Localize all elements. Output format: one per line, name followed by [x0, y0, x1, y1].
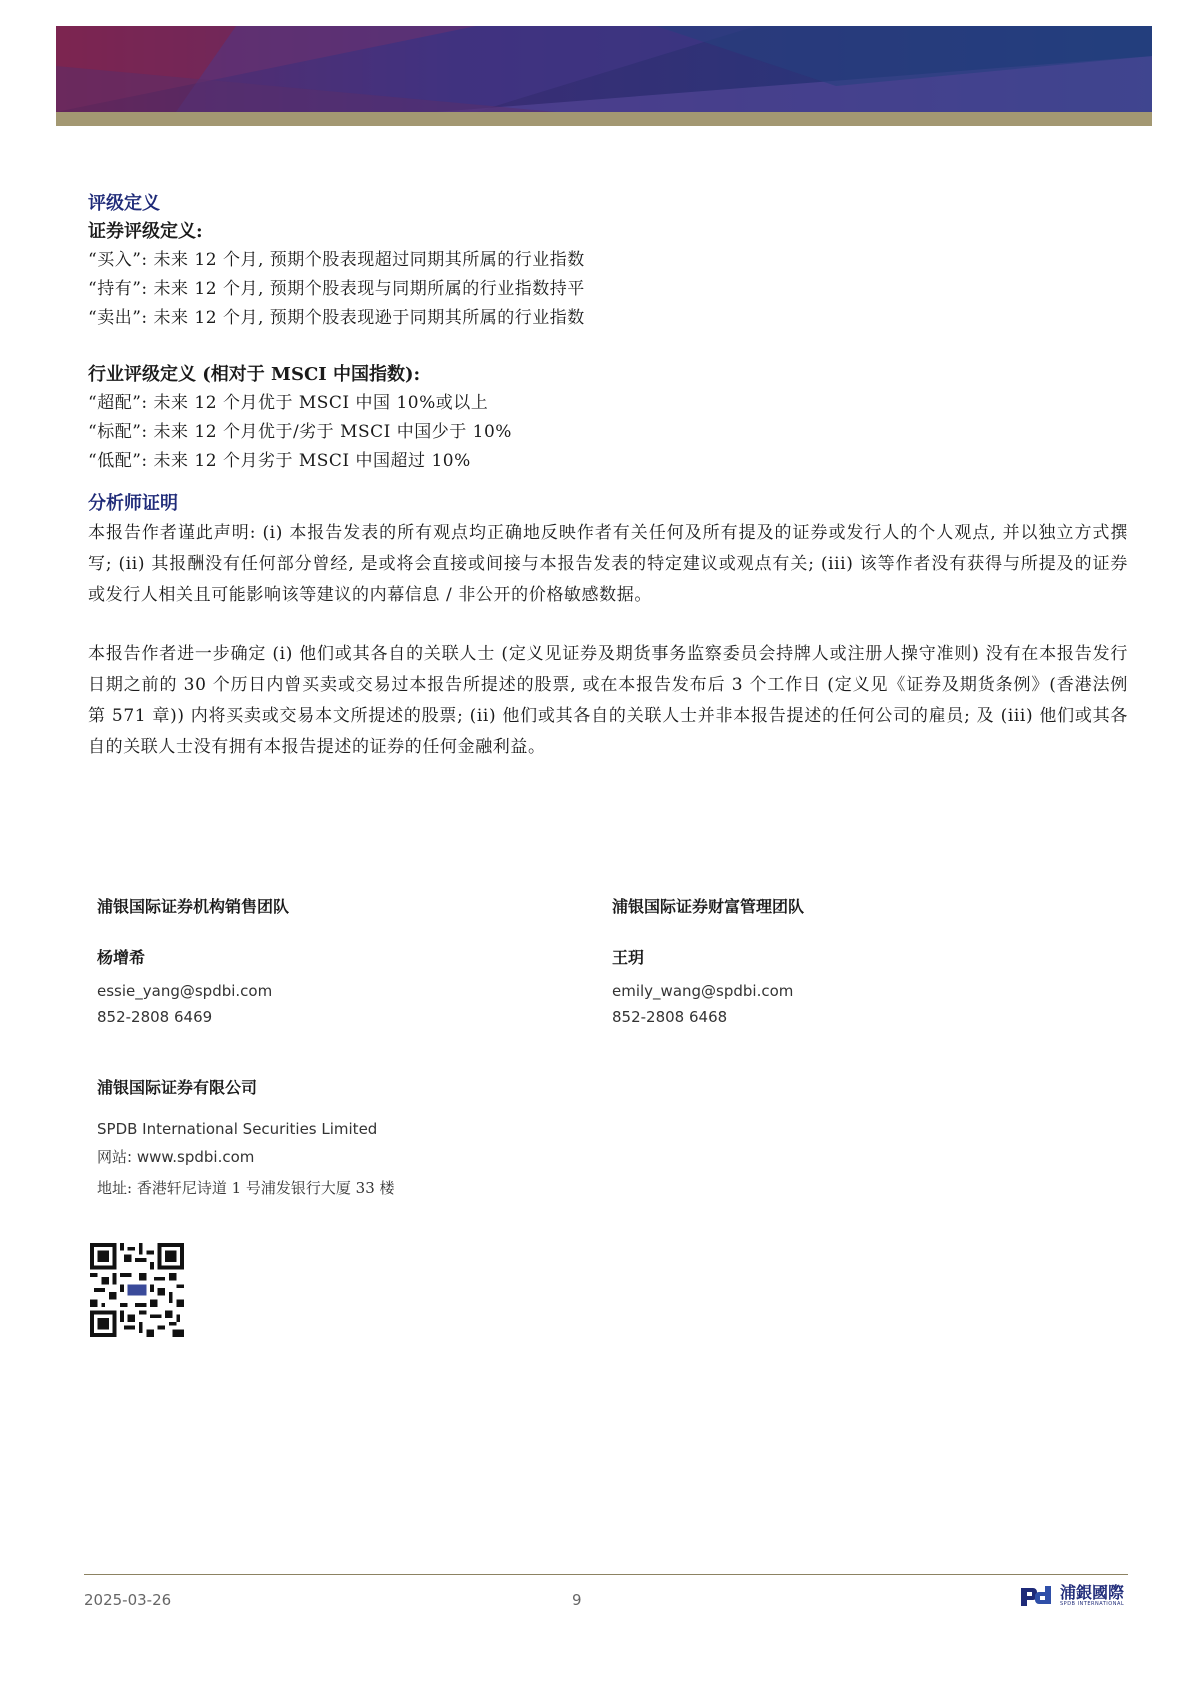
analyst-certification-title: 分析师证明: [88, 493, 178, 514]
security-rating-hold: “持有”: 未来 12 个月, 预期个股表现与同期所属的行业指数持平: [88, 279, 585, 299]
industry-rating-title: 行业评级定义 (相对于 MSCI 中国指数):: [88, 364, 421, 385]
industry-rating-overweight: “超配”: 未来 12 个月优于 MSCI 中国 10%或以上: [88, 393, 489, 413]
banner-graphic: [56, 26, 1152, 126]
qr-code-graphic: [90, 1243, 184, 1337]
contact-email: emily_wang@spdbi.com: [612, 982, 794, 1000]
security-rating-title: 证券评级定义:: [88, 221, 203, 242]
contact-email: essie_yang@spdbi.com: [97, 982, 273, 1000]
header-banner: [56, 26, 1152, 126]
company-name-en: SPDB International Securities Limited: [97, 1120, 378, 1138]
industry-rating-neutral: “标配”: 未来 12 个月优于/劣于 MSCI 中国少于 10%: [88, 422, 512, 442]
contact-team-name: 浦银国际证券机构销售团队: [97, 897, 290, 916]
contact-person-name: 王玥: [612, 948, 645, 967]
contact-person-name: 杨增希: [97, 948, 146, 967]
logo-text-cn: 浦銀國際: [1060, 1583, 1125, 1602]
footer-divider: [84, 1574, 1128, 1575]
security-rating-sell: “卖出”: 未来 12 个月, 预期个股表现逊于同期其所属的行业指数: [88, 308, 585, 328]
contact-team-name: 浦银国际证券财富管理团队: [612, 897, 805, 916]
company-website: 网站: www.spdbi.com: [97, 1148, 255, 1166]
company-name-cn: 浦银国际证券有限公司: [97, 1078, 258, 1097]
logo-text-en: SPDB INTERNATIONAL: [1060, 1601, 1125, 1607]
company-info: [97, 1075, 395, 1198]
qr-code[interactable]: [90, 1243, 184, 1337]
contact-phone: 852-2808 6468: [612, 1008, 728, 1026]
footer-date: 2025-03-26: [84, 1591, 172, 1609]
contact-phone: 852-2808 6469: [97, 1008, 213, 1026]
contact-wealth-management: [612, 894, 804, 1026]
spdbi-logo-icon: [1018, 1584, 1054, 1608]
company-address: 地址: 香港轩尼诗道 1 号浦发银行大厦 33 楼: [97, 1179, 395, 1197]
contact-institutional-sales: [97, 894, 289, 1026]
analyst-certification-para-1: 本报告作者谨此声明: (i) 本报告发表的所有观点均正确地反映作者有关任何及所有提及的证券或发行人的个人观点, 并以独立方式撰写; (ii) 其报酬没有任何部分曾经, 是或将会直接或间接与本报告发表的特定建议或观点有关; (iii) 该等作者没有获得与所提及的证券或发行人相关且可能影响该等建议的内幕信息 / 非公开的价格敏感数据。: [88, 523, 1128, 605]
analyst-certification-para-2: 本报告作者进一步确定 (i) 他们或其各自的关联人士 (定义见证券及期货事务监察委员会持牌人或注册人操守准则) 没有在本报告发行日期之前的 30 个历日内曾买卖或交易过本报告所提述的股票, 或在本报告发布后 3 个工作日 (定义见《证券及期货条例》(香港法例第 571 章)) 内将买卖或交易本文所提述的股票; (ii) 他们或其各自的关联人士并非本报告提述的任何公司的雇员; 及 (iii) 他们或其各自的关联人士没有拥有本报告提述的证券的任何金融利益。: [88, 644, 1128, 757]
rating-definition-title: 评级定义: [88, 193, 160, 214]
company-logo: [1018, 1584, 1124, 1608]
security-rating-buy: “买入”: 未来 12 个月, 预期个股表现超过同期其所属的行业指数: [88, 250, 585, 270]
page-number: 9: [572, 1591, 582, 1609]
main-content: [88, 190, 1128, 763]
industry-rating-underweight: “低配”: 未来 12 个月劣于 MSCI 中国超过 10%: [88, 451, 471, 471]
